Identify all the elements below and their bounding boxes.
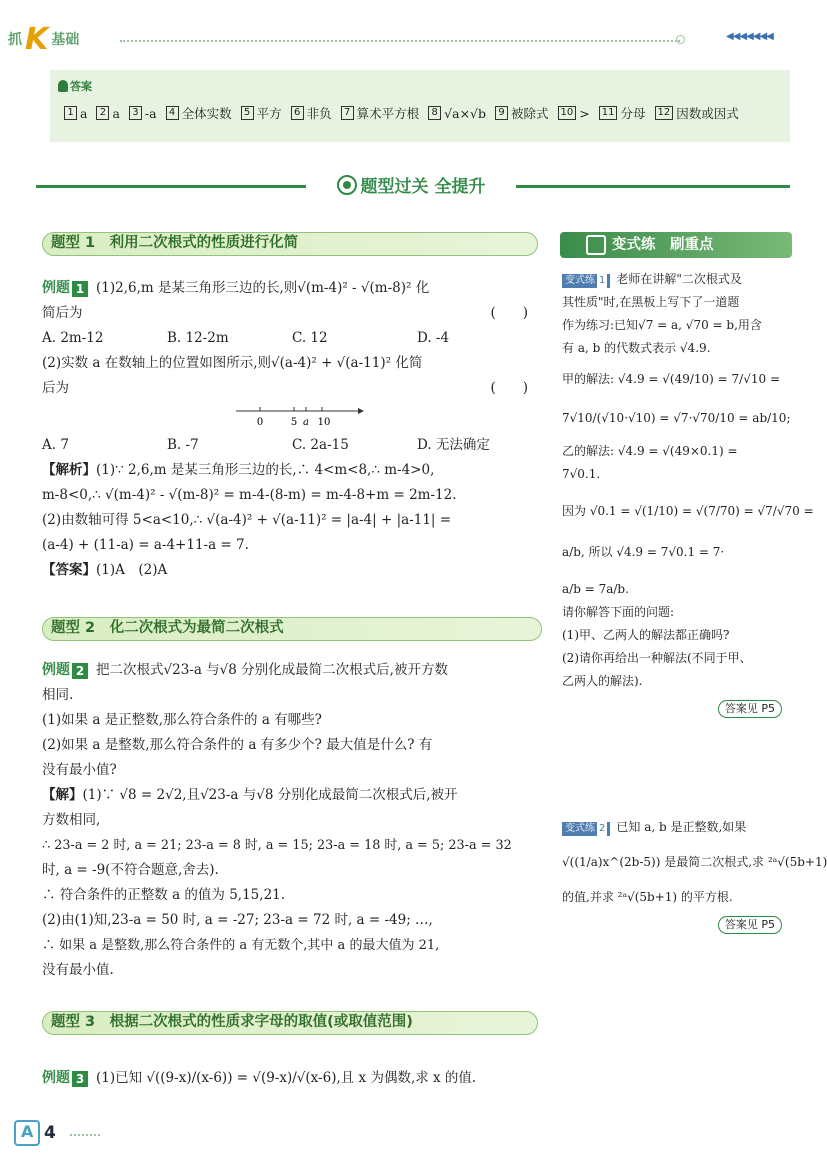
v1-text: 其性质"时,在黑板上写下了一道题 [562, 295, 740, 309]
solution-text: (1)∵ 2,6,m 是某三角形三边的长,∴ 4<m<8,∴ m-4>0, [96, 462, 435, 478]
solution-text: 时, a = -9(不符合题意,舍去). [42, 862, 219, 878]
answer-number: 11 [599, 106, 618, 120]
ex3-text: (1)已知 √((9-x)/(x-6)) = √(9-x)/√(x-6),且 x 为偶数,求 x 的值. [96, 1070, 477, 1086]
answer-value: 算术平方根 [356, 106, 420, 121]
ex3-line1 [42, 1066, 542, 1091]
v1-line [562, 268, 790, 291]
practice-icon [586, 235, 606, 255]
choice-a: A. 2m-12 [42, 330, 104, 346]
example-number: 1 [72, 281, 88, 297]
section-badge-icon [337, 175, 357, 195]
topic1-title: 题型 1 利用二次根式的性质进行化简 [42, 232, 538, 256]
variant-tag-number: 1 [599, 275, 606, 286]
see-answer-wrap [562, 697, 790, 720]
q1-choices [42, 326, 542, 351]
ex2-text: 相同. [42, 687, 74, 703]
solution-text: 方数相同, [42, 812, 101, 828]
section-banner-line-right [516, 185, 790, 188]
number-line [42, 403, 542, 431]
solution-text: (2)由(1)知,23-a = 50 时, a = -27; 23-a = 72 时, a = -49; …, [42, 912, 433, 928]
logo-right-text: 基础 [51, 32, 80, 48]
answer-number: 3 [129, 106, 142, 120]
choice-b: B. -7 [167, 437, 199, 453]
example-label: 例题 [42, 280, 70, 296]
v1-text: 乙的解法: √4.9 = √(49×0.1) = [562, 444, 738, 458]
solution-text: (1)∵ √8 = 2√2,且√23-a 与√8 分别化成最简二次根式后,被开 [82, 787, 458, 803]
header-circle-icon [676, 35, 685, 44]
answer-number: 6 [291, 106, 304, 120]
v1-text: 作为练习:已知√7 = a, √70 = b,用含 [562, 318, 762, 332]
section-title-text: 题型过关 全提升 [360, 177, 486, 197]
solution-text: m-8<0,∴ √(m-4)² - √(m-8)² = m-4-(8-m) = m-4-8+m = 2m-12. [42, 487, 457, 503]
answer-label [58, 78, 92, 94]
answer-item [166, 104, 232, 122]
v2-text: √((1/a)x^(2b-5)) 是最简二次根式,求 ²ᵃ√(5b+1) [562, 855, 827, 869]
solution-text: ∴ 符合条件的正整数 a 的值为 5,15,21. [42, 887, 286, 903]
q2-choices [42, 433, 542, 458]
v1-text: 老师在讲解"二次根式及 [616, 272, 742, 286]
q2-text-cont: 后为 [42, 380, 69, 396]
variant-tag [562, 274, 610, 288]
q1-text-cont: 简后为 [42, 305, 83, 321]
topic3-content [42, 1066, 542, 1091]
v1-text: 因为 √0.1 = √(1/10) = √(7/70) = √7/√70 = [562, 504, 814, 518]
answer-number: 4 [166, 106, 179, 120]
v1-text: 7√10/(√10·√10) = √7·√70/10 = ab/10; [562, 411, 791, 425]
ex2-line1 [42, 658, 542, 683]
see-answer-badge[interactable]: 答案见 P5 [718, 916, 782, 934]
topic2-content [42, 658, 542, 983]
answer-item [655, 104, 739, 122]
answer-item [495, 104, 549, 122]
q2-line1 [42, 351, 542, 376]
q2-text: (2)实数 a 在数轴上的位置如图所示,则√(a-4)² + √(a-11)² 化简 [42, 355, 423, 371]
q1-line1 [42, 276, 542, 301]
topic1-content [42, 276, 542, 583]
ex2-sol-line1 [42, 783, 542, 808]
solution-text: (2)由数轴可得 5<a<10,∴ √(a-4)² + √(a-11)² = |a-4| + |a-11| = [42, 512, 452, 528]
variant-tag-label: 变式练 [565, 275, 595, 286]
ex2-text: 没有最小值? [42, 762, 117, 778]
see-answer-badge[interactable]: 答案见 P5 [718, 700, 782, 718]
topic3-title: 题型 3 根据二次根式的性质求字母的取值(或取值范围) [42, 1011, 538, 1035]
variant2-block [562, 816, 827, 936]
choice-b: B. 12-2m [167, 330, 229, 346]
answer-line [42, 558, 542, 583]
variant-tag-number: 2 [599, 823, 606, 834]
v1-text: a/b, 所以 √4.9 = 7√0.1 = 7· [562, 545, 725, 559]
variant-tag-label: 变式练 [565, 823, 595, 834]
v1-text: 甲的解法: √4.9 = √(49/10) = 7/√10 = [562, 372, 781, 386]
see-answer-wrap [562, 913, 790, 936]
side-header [560, 232, 792, 258]
answer-value: √a×√b [444, 105, 487, 121]
solution-label: 【解析】 [42, 462, 96, 478]
tick-10: 10 [317, 417, 331, 428]
solution-line4 [42, 533, 542, 558]
answer-value: 全体实数 [181, 106, 232, 121]
example-label: 例题 [42, 662, 70, 678]
section-banner-line-left [36, 185, 306, 188]
page-number [14, 1120, 56, 1146]
v2-text: 的值,并求 ²ᵃ√(5b+1) 的平方根. [562, 890, 733, 904]
logo-left-text: 抓 [8, 32, 22, 48]
variant-tag [562, 822, 610, 836]
answer-value: 平方 [256, 106, 282, 121]
answer-item [599, 104, 646, 122]
page-logo-icon [14, 1120, 40, 1146]
ex2-text: (2)如果 a 是整数,那么符合条件的 a 有多少个? 最大值是什么? 有 [42, 737, 433, 753]
q1-line2 [42, 301, 542, 326]
series-logo [8, 21, 80, 57]
tick-5: 5 [290, 417, 298, 428]
page-number-text: 4 [44, 1123, 56, 1143]
answer-key-text: (1)A (2)A [96, 562, 168, 578]
v1-text: (2)请你再给出一种解法(不同于甲、 [562, 651, 752, 665]
answer-value: > [579, 105, 590, 121]
answer-item [428, 104, 486, 122]
answer-paren: ( ) [490, 305, 528, 321]
header-arrows-icon: ◀◀◀◀◀◀◀ [726, 31, 773, 42]
solution-text: 没有最小值. [42, 962, 114, 978]
choice-a: A. 7 [42, 437, 69, 453]
choice-c: C. 12 [292, 330, 328, 346]
tick-a: a [303, 417, 309, 428]
example-tag [42, 276, 88, 301]
ex2-text: (1)如果 a 是正整数,那么符合条件的 a 有哪些? [42, 712, 322, 728]
solution-label: 【解】 [42, 787, 83, 803]
example-label: 例题 [42, 1070, 70, 1086]
logo-k: K [25, 21, 49, 57]
bulb-icon [58, 80, 68, 92]
answer-item [64, 104, 87, 122]
v1-text: (1)甲、乙两人的解法都正确吗? [562, 628, 730, 642]
example-number: 2 [72, 663, 88, 679]
v1-text: a/b = 7a/b. [562, 582, 629, 596]
v1-text: 有 a, b 的代数式表示 √4.9. [562, 341, 711, 355]
q2-line2 [42, 376, 542, 401]
answer-value: 分母 [620, 106, 646, 121]
answer-item [129, 104, 157, 122]
answer-item [96, 104, 119, 122]
answer-number: 8 [428, 106, 441, 120]
answer-value: 被除式 [511, 106, 549, 121]
solution-line2 [42, 483, 542, 508]
tick-0: 0 [256, 417, 264, 428]
answer-number: 1 [64, 106, 77, 120]
answer-value: a [80, 105, 88, 121]
v2-text: 已知 a, b 是正整数,如果 [616, 820, 747, 834]
answer-item [241, 104, 282, 122]
answer-list [64, 104, 739, 122]
answer-key-label: 【答案】 [42, 562, 96, 578]
answer-value: -a [144, 105, 157, 121]
v1-text: 乙两人的解法). [562, 674, 643, 688]
q1-text: (1)2,6,m 是某三角形三边的长,则√(m-4)² - √(m-8)² 化 [96, 280, 430, 296]
v2-line [562, 816, 790, 839]
answer-number: 7 [341, 106, 354, 120]
answer-item [291, 104, 332, 122]
variant1-block [562, 268, 814, 720]
answer-item [341, 104, 420, 122]
example-tag [42, 658, 88, 683]
answer-paren: ( ) [490, 380, 528, 396]
answer-number: 5 [241, 106, 254, 120]
example-tag [42, 1066, 88, 1091]
ex2-text: 把二次根式√23-a 与√8 分别化成最简二次根式后,被开方数 [96, 662, 448, 678]
section-title [306, 172, 516, 197]
solution-text: (a-4) + (11-a) = a-4+11-a = 7. [42, 537, 249, 553]
answer-label-text: 答案 [70, 80, 92, 93]
solution-text: ∴ 23-a = 2 时, a = 21; 23-a = 8 时, a = 15; 23-a = 18 时, a = 5; 23-a = 32 [42, 838, 512, 853]
side-header-text: 变式练 刷重点 [612, 237, 714, 253]
solution-line3 [42, 508, 542, 533]
footer-dotted-line [70, 1134, 100, 1136]
answer-number: 2 [96, 106, 109, 120]
solution-text: ∴ 如果 a 是整数,那么符合条件的 a 有无数个,其中 a 的最大值为 21, [42, 938, 440, 953]
header-dotted-line [120, 40, 680, 42]
example-number: 3 [72, 1071, 88, 1087]
v1-text: 7√0.1. [562, 467, 601, 481]
choice-c: C. 2a-15 [292, 437, 349, 453]
solution-line1 [42, 458, 542, 483]
number-line-svg [232, 403, 372, 431]
answer-value: 非负 [306, 106, 332, 121]
topic2-title: 题型 2 化二次根式为最简二次根式 [42, 617, 542, 641]
answer-value: 因数或因式 [676, 106, 739, 121]
answer-item [558, 104, 590, 122]
v1-text: 请你解答下面的问题: [562, 605, 675, 619]
answer-number: 12 [655, 106, 674, 120]
choice-d: D. 无法确定 [417, 437, 490, 453]
answer-number: 10 [558, 106, 577, 120]
answer-number: 9 [495, 106, 508, 120]
choice-d: D. -4 [417, 330, 450, 346]
answer-value: a [112, 105, 120, 121]
